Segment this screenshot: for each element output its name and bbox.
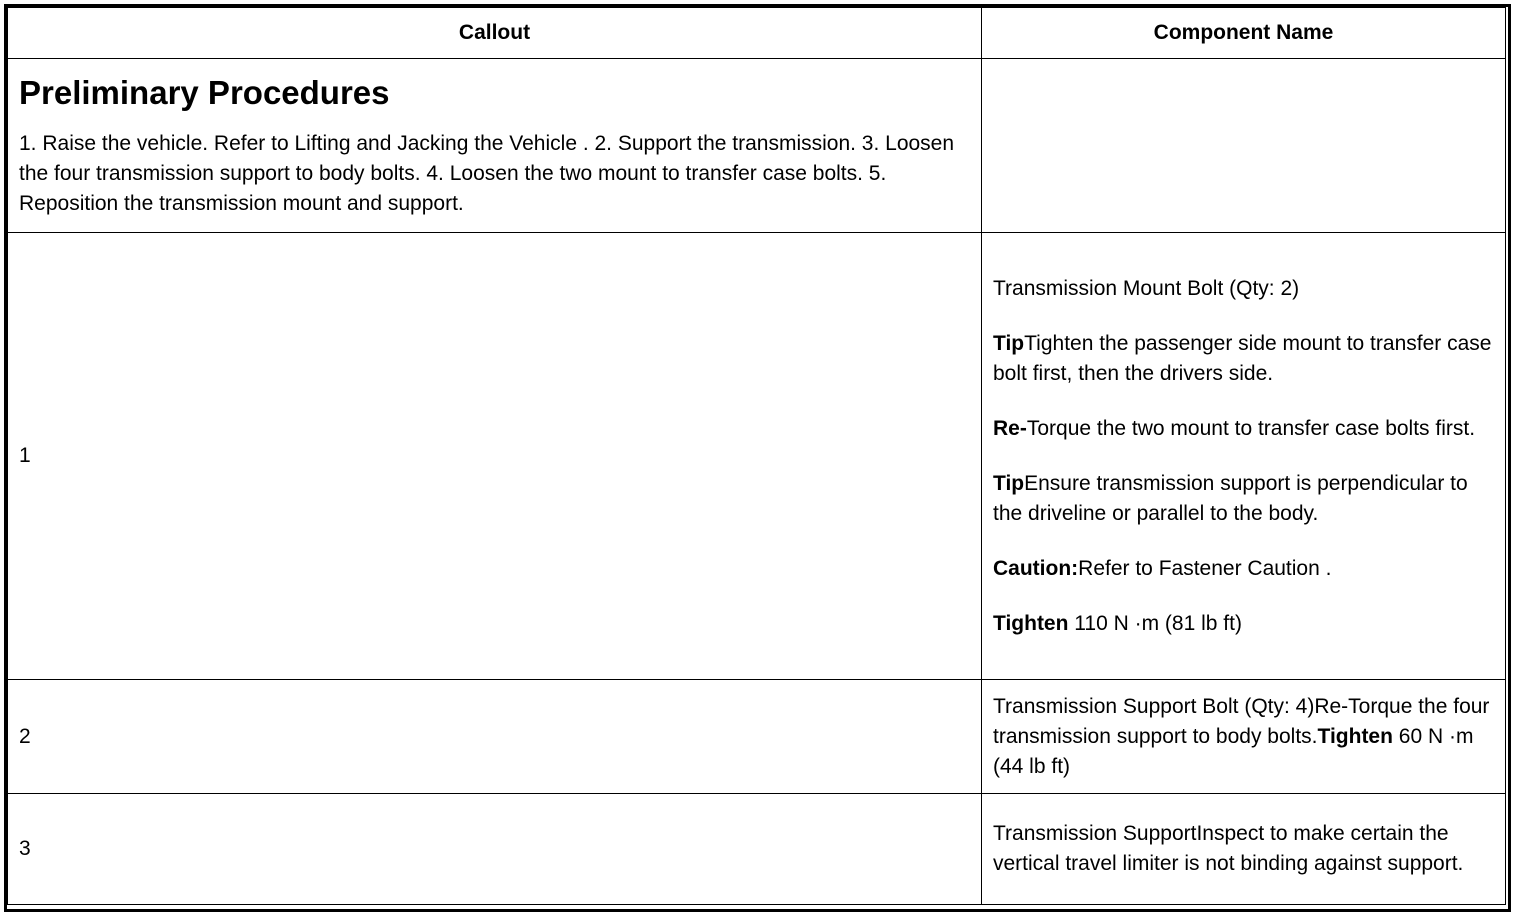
table-row xyxy=(8,680,1506,794)
tip-label: Tip xyxy=(993,471,1025,495)
header-component-name: Component Name xyxy=(982,8,1506,59)
component-cell: Transmission SupportInspect to make certain the vertical travel limiter is not binding against support. xyxy=(982,794,1506,905)
retorque-note xyxy=(993,414,1494,444)
header-row xyxy=(8,8,1506,59)
preliminary-empty-cell xyxy=(982,59,1506,233)
table-row xyxy=(8,233,1506,680)
preliminary-body: 1. Raise the vehicle. Refer to Lifting and Jacking the Vehicle . 2. Support the transmission. 3. Loosen the four transmission support to body bolts. 4. Loosen the two mount to transfer case bolts. 5. Reposition the transmission mount and support. xyxy=(19,131,955,215)
caution-label: Caution: xyxy=(993,556,1079,580)
retorque-text: Torque the two mount to transfer case bolts first. xyxy=(1026,416,1476,440)
torque-value: 60 N ·m (44 lb ft) xyxy=(993,724,1474,778)
torque-value: 110 N ·m (81 lb ft) xyxy=(1068,611,1242,635)
caution-text: Refer to Fastener Caution . xyxy=(1078,556,1332,580)
header-callout: Callout xyxy=(8,8,982,59)
callout-cell: 2 xyxy=(8,680,982,794)
component-cell xyxy=(982,233,1506,680)
tip-note xyxy=(993,329,1494,389)
callout-cell: 1 xyxy=(8,233,982,680)
tip-text: Tighten the passenger side mount to transfer case bolt first, then the drivers side. xyxy=(993,331,1492,385)
tip-text: Ensure transmission support is perpendicular to the driveline or parallel to the body. xyxy=(993,471,1468,525)
preliminary-cell xyxy=(8,59,982,233)
torque-spec xyxy=(993,609,1494,639)
caution-note xyxy=(993,554,1494,584)
component-name: Transmission Mount Bolt (Qty: 2) xyxy=(993,276,1300,300)
retorque-label: Re- xyxy=(993,416,1027,440)
tip-note xyxy=(993,469,1494,529)
component-table xyxy=(7,7,1506,905)
table-row-preliminary xyxy=(8,59,1506,233)
tighten-label: Tighten xyxy=(993,611,1069,635)
tighten-label: Tighten xyxy=(1317,724,1393,748)
component-cell xyxy=(982,680,1506,794)
component-text: Transmission Support Bolt (Qty: 4)Re-Torque the four transmission support to body bolts. xyxy=(993,694,1490,748)
table-row xyxy=(8,794,1506,905)
preliminary-title: Preliminary Procedures xyxy=(19,73,390,111)
tip-label: Tip xyxy=(993,331,1025,355)
callout-cell: 3 xyxy=(8,794,982,905)
